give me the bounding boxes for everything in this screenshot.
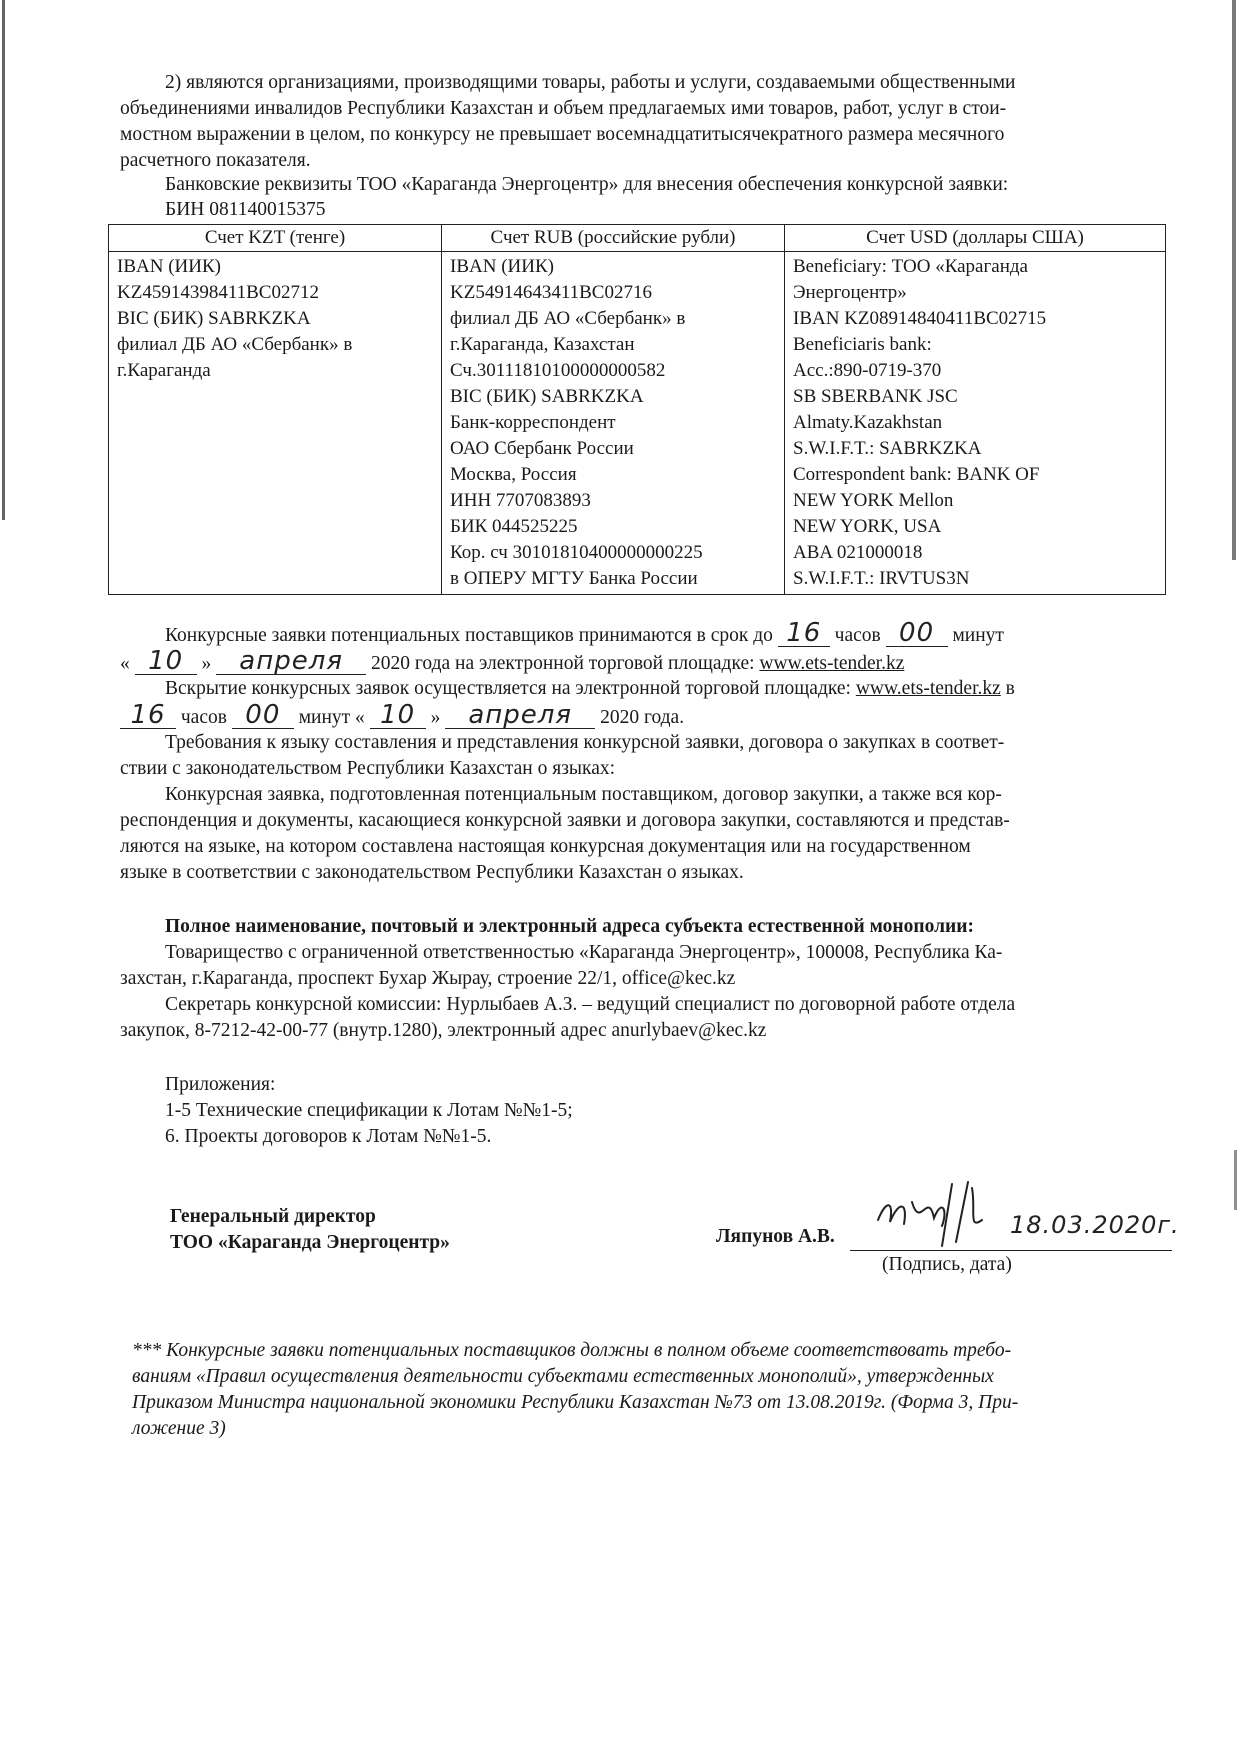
- deadline-line-2: [120, 648, 904, 677]
- tender-site-link[interactable]: www.ets-tender.kz: [759, 653, 905, 674]
- opening-hours-label: часов: [180, 707, 227, 728]
- footnote-line-2: ваниям «Правил осуществления деятельности субъектами естественных монополий», утвержденных: [132, 1366, 994, 1387]
- usd-cell: [785, 252, 1166, 595]
- quote-open: «: [120, 653, 130, 674]
- usd-line: Correspondent bank: BANK OF: [793, 464, 1040, 485]
- footnote-line-1: *** Конкурсные заявки потенциальных поставщиков должны в полном объеме соответствовать требо-: [132, 1340, 1012, 1361]
- footnote-line-3: Приказом Министра национальной экономики Республики Казахстан №73 от 13.08.2019г. (Форма 3, При-: [132, 1392, 1019, 1413]
- deadline-minutes-handwritten: 00: [886, 620, 948, 647]
- quote-close: »: [201, 653, 212, 674]
- attachment-item-2: 6. Проекты договоров к Лотам №№1-5.: [165, 1126, 492, 1147]
- rub-line: БИК 044525225: [450, 516, 578, 537]
- table-row: [109, 252, 1166, 595]
- rub-line: Сч.30111810100000000582: [450, 360, 666, 381]
- table-header-row: [109, 225, 1166, 252]
- usd-line: Beneficiaris bank:: [793, 334, 932, 355]
- opening-line-1: [165, 676, 1015, 702]
- rub-line: в ОПЕРУ МГТУ Банка России: [450, 568, 698, 589]
- rub-line: г.Караганда, Казахстан: [450, 334, 635, 355]
- secretary-line-2: закупок, 8-7212-42-00-77 (внутр.1280), электронный адрес anurlybaev@kec.kz: [120, 1020, 767, 1041]
- opening-day-handwritten: 10: [370, 702, 426, 729]
- address-line-1: Товарищество с ограниченной ответственностью «Караганда Энергоцентр», 100008, Республика Ка-: [165, 942, 1003, 963]
- deadline-minutes-label: минут: [952, 625, 1004, 646]
- intro-line-1: 2) являются организациями, производящими товары, работы и услуги, создаваемыми общественными: [165, 72, 1016, 93]
- usd-line: ABA 021000018: [793, 542, 923, 563]
- kzt-line: KZ45914398411BC02712: [117, 282, 319, 303]
- column-header-kzt: Счет KZT (тенге): [109, 225, 442, 252]
- usd-line: NEW YORK Mellon: [793, 490, 954, 511]
- usd-line: SB SBERBANK JSC: [793, 386, 958, 407]
- signature-line: [850, 1250, 1172, 1251]
- column-header-rub: Счет RUB (российские рубли): [442, 225, 785, 252]
- language-body-line-1: Конкурсная заявка, подготовленная потенциальным поставщиком, договор закупки, а также вся кор-: [165, 784, 1002, 805]
- signatory-name: Ляпунов А.В.: [716, 1226, 835, 1247]
- language-body-line-4: языке в соответствии с законодательством Республики Казахстан о языках.: [120, 862, 744, 883]
- signatory-title-1: Генеральный директор: [170, 1206, 376, 1227]
- intro-line-4: расчетного показателя.: [120, 150, 311, 171]
- address-line-2: захстан, г.Караганда, проспект Бухар Жырау, строение 22/1, office@kec.kz: [120, 968, 736, 989]
- language-body-line-3: ляются на языке, на котором составлена настоящая конкурсная документация или на государственном: [120, 836, 971, 857]
- signature-caption: (Подпись, дата): [882, 1254, 1012, 1275]
- handwritten-signature: [872, 1180, 1002, 1250]
- footnote-line-4: ложение 3): [132, 1418, 226, 1439]
- deadline-year-text: 2020 года на электронной торговой площадке:: [371, 653, 755, 674]
- deadline-line-1: [165, 620, 1004, 649]
- signature-date-handwritten: 18.03.2020г.: [1010, 1211, 1180, 1239]
- usd-line: Beneficiary: ТОО «Караганда: [793, 256, 1028, 277]
- language-body-line-2: респонденция и документы, касающиеся конкурсной заявки и договора закупки, составляются и представ-: [120, 810, 1010, 831]
- opening-hours-handwritten: 16: [120, 702, 176, 729]
- usd-line: S.W.I.F.T.: IRVTUS3N: [793, 568, 970, 589]
- kzt-cell: [109, 252, 442, 595]
- scan-mark-right-lower: [1234, 1150, 1237, 1210]
- intro-line-2: объединениями инвалидов Республики Казахстан и объем предлагаемых ими товаров, работ, услуг в стои-: [120, 98, 1007, 119]
- usd-line: Энергоцентр»: [793, 282, 907, 303]
- opening-site-link[interactable]: www.ets-tender.kz: [855, 678, 1001, 699]
- rub-line: филиал ДБ АО «Сбербанк» в: [450, 308, 686, 329]
- opening-minutes-label: минут «: [298, 707, 365, 728]
- kzt-line: IBAN (ИИК): [117, 256, 221, 277]
- opening-in: в: [1005, 678, 1015, 699]
- opening-quote-close: »: [430, 707, 441, 728]
- scan-mark-right: [1232, 0, 1236, 560]
- usd-line: Almaty.Kazakhstan: [793, 412, 943, 433]
- attachment-item-1: 1-5 Технические спецификации к Лотам №№1-5;: [165, 1100, 573, 1121]
- rub-cell: [442, 252, 785, 595]
- opening-year-text: 2020 года.: [600, 707, 685, 728]
- usd-line: IBAN KZ08914840411BC02715: [793, 308, 1047, 329]
- address-heading: Полное наименование, почтовый и электронный адреса субъекта естественной монополии:: [165, 916, 974, 937]
- rub-line: KZ54914643411BC02716: [450, 282, 652, 303]
- attachments-title: Приложения:: [165, 1074, 276, 1095]
- kzt-line: BIC (БИК) SABRKZKA: [117, 308, 311, 329]
- kzt-line: г.Караганда: [117, 360, 211, 381]
- rub-line: Банк-корреспондент: [450, 412, 616, 433]
- rub-line: BIC (БИК) SABRKZKA: [450, 386, 644, 407]
- usd-line: S.W.I.F.T.: SABRKZKA: [793, 438, 982, 459]
- deadline-day-handwritten: 10: [135, 648, 197, 675]
- kzt-line: филиал ДБ АО «Сбербанк» в: [117, 334, 353, 355]
- bank-details-table: [108, 224, 1166, 595]
- opening-minutes-handwritten: 00: [232, 702, 294, 729]
- rub-line: Кор. сч 30101810400000000225: [450, 542, 703, 563]
- deadline-text: Конкурсные заявки потенциальных поставщиков принимаются в срок до: [165, 625, 773, 646]
- rub-line: Москва, Россия: [450, 464, 577, 485]
- deadline-hours-label: часов: [834, 625, 881, 646]
- secretary-line-1: Секретарь конкурсной комиссии: Нурлыбаев А.З. – ведущий специалист по договорной работе отдела: [165, 994, 1016, 1015]
- opening-line-2: [120, 702, 684, 731]
- usd-line: NEW YORK, USA: [793, 516, 942, 537]
- language-req-line-2: ствии с законодательством Республики Казахстан о языках:: [120, 758, 616, 779]
- column-header-usd: Счет USD (доллары США): [785, 225, 1166, 252]
- deadline-month-handwritten: апреля: [216, 648, 366, 675]
- scan-mark-left: [2, 0, 5, 520]
- language-req-line-1: Требования к языку составления и представления конкурсной заявки, договора о закупках в соответ-: [165, 732, 1005, 753]
- rub-line: ИНН 7707083893: [450, 490, 591, 511]
- rub-line: ОАО Сбербанк России: [450, 438, 634, 459]
- intro-line-3: мостном выражении в целом, по конкурсу не превышает восемнадцатитысячекратного размера месячного: [120, 124, 1005, 145]
- bank-details-heading: Банковские реквизиты ТОО «Караганда Энергоцентр» для внесения обеспечения конкурсной заявки:: [165, 174, 1009, 195]
- signatory-title-2: ТОО «Караганда Энергоцентр»: [170, 1232, 450, 1253]
- opening-text: Вскрытие конкурсных заявок осуществляется на электронной торговой площадке:: [165, 678, 851, 699]
- deadline-hours-handwritten: 16: [778, 620, 830, 647]
- usd-line: Acc.:890-0719-370: [793, 360, 942, 381]
- bin-number: БИН 081140015375: [165, 199, 326, 220]
- opening-month-handwritten: апреля: [445, 702, 595, 729]
- rub-line: IBAN (ИИК): [450, 256, 554, 277]
